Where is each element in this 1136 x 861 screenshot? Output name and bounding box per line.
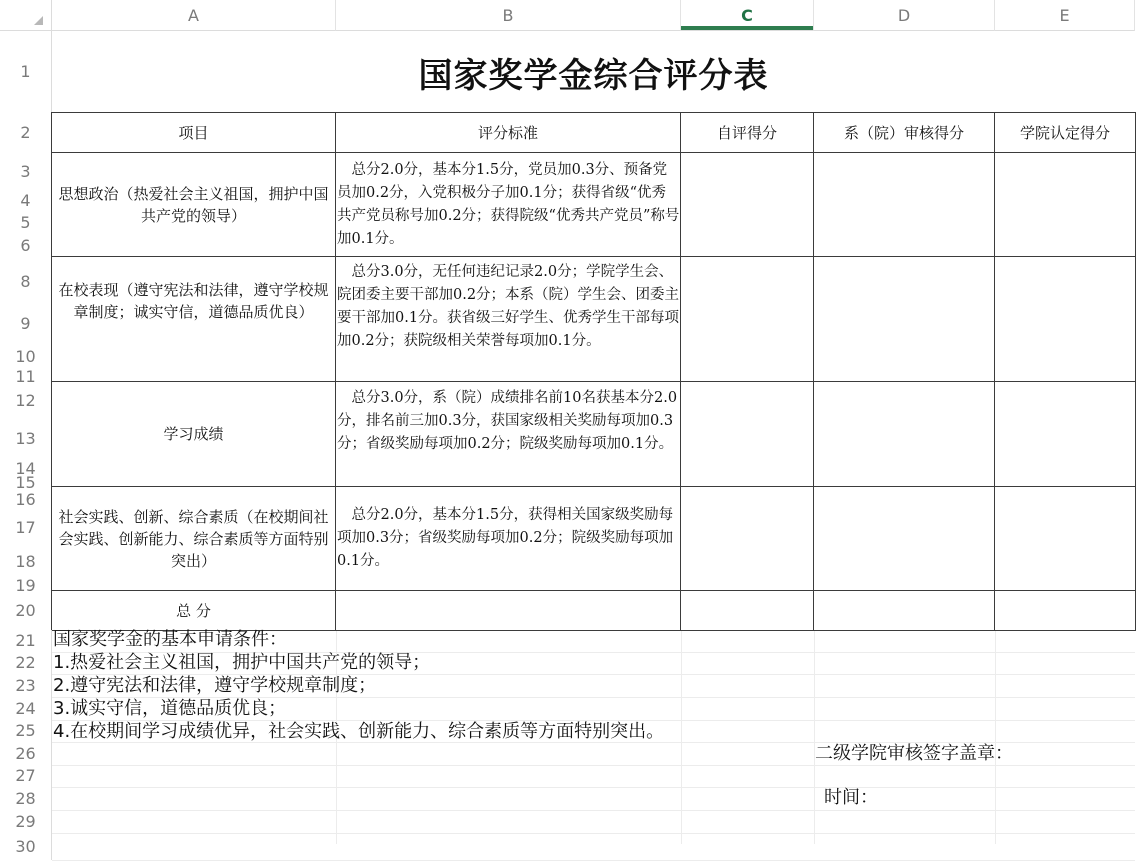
college-score-cell[interactable] bbox=[995, 153, 1136, 257]
item-cell[interactable]: 思想政治（热爱社会主义祖国，拥护中国共产党的领导） bbox=[52, 153, 336, 257]
row-header[interactable]: 20 bbox=[0, 591, 52, 630]
header-college-score[interactable]: 学院认定得分 bbox=[995, 113, 1136, 153]
total-label-cell[interactable]: 总 分 bbox=[52, 591, 336, 631]
gridline bbox=[52, 810, 1135, 811]
row-header[interactable]: 9 bbox=[0, 306, 52, 342]
row-header[interactable]: 17 bbox=[0, 512, 52, 544]
row-header[interactable]: 22 bbox=[0, 652, 52, 674]
college-score-cell[interactable] bbox=[995, 257, 1136, 382]
college-score-cell[interactable] bbox=[995, 382, 1136, 487]
row-header[interactable]: 13 bbox=[0, 419, 52, 458]
row-header[interactable]: 27 bbox=[0, 765, 52, 787]
self-score-cell[interactable] bbox=[681, 257, 814, 382]
row-header[interactable]: 6 bbox=[0, 235, 52, 257]
time-label[interactable]: 时间： bbox=[824, 787, 878, 808]
row-header[interactable]: 8 bbox=[0, 257, 52, 306]
gridline bbox=[52, 787, 1135, 788]
column-header-c[interactable]: C bbox=[681, 0, 814, 31]
notes-heading[interactable]: 国家奖学金的基本申请条件： bbox=[53, 629, 287, 650]
header-dept-score[interactable]: 系（院）审核得分 bbox=[814, 113, 995, 153]
row-header[interactable]: 10 bbox=[0, 342, 52, 371]
row-header[interactable]: 19 bbox=[0, 580, 52, 591]
total-college-score-cell[interactable] bbox=[995, 591, 1136, 631]
note-line[interactable]: 1.热爱社会主义祖国，拥护中国共产党的领导； bbox=[53, 652, 431, 673]
note-line[interactable]: 3.诚实守信，道德品质优良； bbox=[53, 698, 287, 719]
column-header-d[interactable]: D bbox=[814, 0, 995, 31]
total-criteria-cell[interactable] bbox=[336, 591, 681, 631]
row-header[interactable]: 11 bbox=[0, 371, 52, 382]
select-all-triangle-icon bbox=[34, 16, 43, 25]
row-header[interactable]: 15 bbox=[0, 479, 52, 487]
row-header[interactable]: 2 bbox=[0, 113, 52, 153]
row-header[interactable]: 1 bbox=[0, 31, 52, 113]
header-criteria[interactable]: 评分标准 bbox=[336, 113, 681, 153]
row-header[interactable]: 3 bbox=[0, 153, 52, 191]
column-header-e[interactable]: E bbox=[995, 0, 1135, 31]
row-header[interactable]: 24 bbox=[0, 697, 52, 720]
row-header[interactable]: 29 bbox=[0, 810, 52, 833]
note-line[interactable]: 2.遵守宪法和法律，遵守学校规章制度； bbox=[53, 675, 377, 696]
total-dept-score-cell[interactable] bbox=[814, 591, 995, 631]
criteria-cell[interactable]: 总分2.0分，基本分1.5分，获得相关国家级奖励每项加0.3分；省级奖励每项加0.2分；院级奖励每项加0.1分。 bbox=[336, 487, 681, 591]
gridline bbox=[995, 630, 996, 844]
row-header[interactable]: 28 bbox=[0, 787, 52, 810]
self-score-cell[interactable] bbox=[681, 487, 814, 591]
item-cell[interactable]: 在校表现（遵守宪法和法律，遵守学校规章制度；诚实守信，道德品质优良） bbox=[52, 257, 336, 382]
sheet-title[interactable]: 国家奖学金综合评分表 bbox=[418, 55, 769, 96]
note-line[interactable]: 4.在校期间学习成绩优异，社会实践、创新能力、综合素质等方面特别突出。 bbox=[53, 721, 665, 742]
row-header[interactable]: 25 bbox=[0, 720, 52, 742]
college-score-cell[interactable] bbox=[995, 487, 1136, 591]
gridline bbox=[814, 630, 815, 844]
signature-label[interactable]: 二级学院审核签字盖章： bbox=[815, 743, 1013, 764]
row-header[interactable]: 23 bbox=[0, 674, 52, 697]
row-header[interactable]: 16 bbox=[0, 487, 52, 512]
criteria-cell[interactable]: 总分3.0分，系（院）成绩排名前10名获基本分2.0分，排名前三加0.3分，获国家级相关奖励每项加0.3分；省级奖励每项加0.2分；院级奖励每项加0.1分。 bbox=[336, 382, 681, 487]
self-score-cell[interactable] bbox=[681, 153, 814, 257]
self-score-cell[interactable] bbox=[681, 382, 814, 487]
dept-score-cell[interactable] bbox=[814, 153, 995, 257]
row-header[interactable]: 26 bbox=[0, 742, 52, 765]
gridline bbox=[681, 630, 682, 844]
row-header[interactable]: 4 bbox=[0, 191, 52, 211]
row-header[interactable]: 18 bbox=[0, 544, 52, 580]
column-header-a[interactable]: A bbox=[52, 0, 336, 31]
row-header[interactable]: 14 bbox=[0, 458, 52, 479]
row-header[interactable]: 30 bbox=[0, 833, 52, 860]
row-header[interactable]: 5 bbox=[0, 211, 52, 235]
header-item[interactable]: 项目 bbox=[52, 113, 336, 153]
item-cell[interactable]: 社会实践、创新、综合素质（在校期间社会实践、创新能力、综合素质等方面特别突出） bbox=[52, 487, 336, 591]
item-cell[interactable]: 学习成绩 bbox=[52, 382, 336, 487]
column-header-b[interactable]: B bbox=[336, 0, 681, 31]
dept-score-cell[interactable] bbox=[814, 257, 995, 382]
dept-score-cell[interactable] bbox=[814, 382, 995, 487]
gridline bbox=[52, 833, 1135, 834]
total-self-score-cell[interactable] bbox=[681, 591, 814, 631]
dept-score-cell[interactable] bbox=[814, 487, 995, 591]
row-header[interactable]: 12 bbox=[0, 382, 52, 419]
gridline bbox=[52, 765, 1135, 766]
criteria-cell[interactable]: 总分3.0分，无任何违纪记录2.0分；学院学生会、院团委主要干部加0.2分；本系（院）学生会、团委主要干部加0.1分。获省级三好学生、优秀学生干部每项加0.2分；获院级相关荣誉每项加0.1分。 bbox=[336, 257, 681, 382]
select-all-corner[interactable] bbox=[0, 0, 52, 31]
row-header[interactable]: 21 bbox=[0, 630, 52, 652]
header-self-score[interactable]: 自评得分 bbox=[681, 113, 814, 153]
criteria-cell[interactable]: 总分2.0分，基本分1.5分，党员加0.3分、预备党员加0.2分，入党积极分子加0.1分；获得省级“优秀共产党员称号加0.2分；获得院级“优秀共产党员”称号加0.1分。 bbox=[336, 153, 681, 257]
